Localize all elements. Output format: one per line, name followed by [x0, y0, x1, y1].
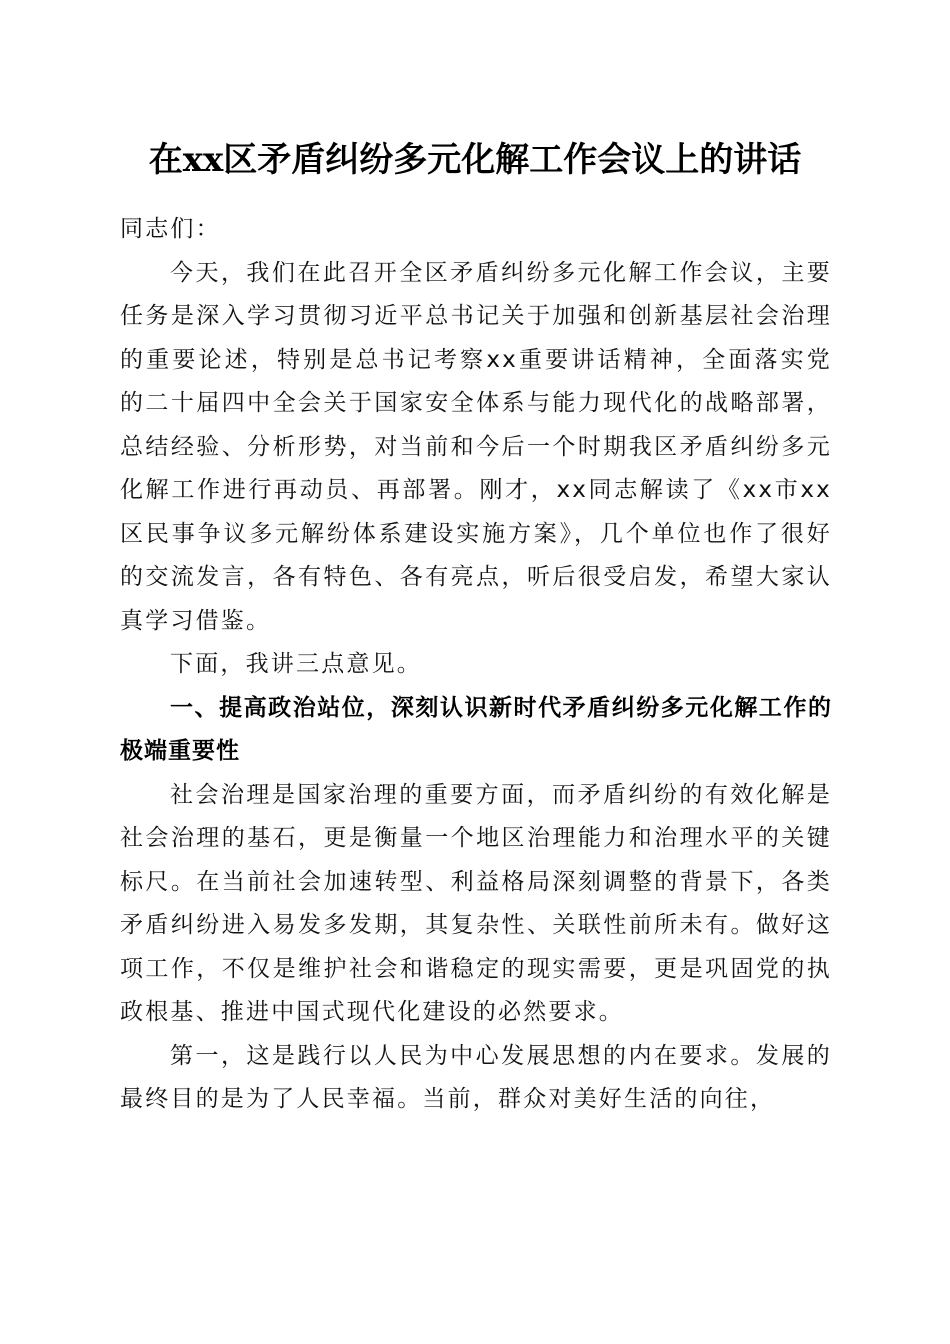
point-one-label: 第一，这是践行以人民为中心发展思想的内在要求。 [170, 1042, 756, 1069]
point-one-text: 发展的最终目的是为了人民幸福。当前，群众对美好生活的向往， [120, 1042, 832, 1112]
section-1-paragraph: 社会治理是国家治理的重要方面，而矛盾纠纷的有效化解是社会治理的基石，更是衡量一个地区治理能力和治理水平的关键标尺。在当前社会加速转型、利益格局深刻调整的背景下，各类矛盾纠纷进入易发多发期，其复杂性、关联性前所未有。做好这项工作，不仅是维护社会和谐稳定的现实需要，更是巩固党的执政根基、推进中国式现代化建设的必然要求。 [120, 781, 832, 1025]
paragraph-outline: 下面，我讲三点意见。 [170, 651, 422, 677]
point-one-paragraph [120, 1035, 832, 1122]
section-heading-1: 一、提高政治站位，深刻认识新时代矛盾纠纷多元化解工作的极端重要性 [120, 694, 832, 764]
document-body [120, 208, 832, 1122]
salutation: 同志们： [120, 216, 221, 242]
paragraph-intro: 今天，我们在此召开全区矛盾纠纷多元化解工作会议，主要任务是深入学习贯彻习近平总书记关于加强和创新基层社会治理的重要论述，特别是总书记考察xx重要讲话精神，全面落实党的二十届四中全会关于国家安全体系与能力现代化的战略部署，总结经验、分析形势，对当前和今后一个时期我区矛盾纠纷多元化解工作进行再动员、再部署。刚才，xx同志解读了《xx市xx区民事争议多元解纷体系建设实施方案》，几个单位也作了很好的交流发言，各有特色、各有亮点，听后很受启发，希望大家认真学习借鉴。 [120, 259, 832, 634]
document-title: 在xx区矛盾纠纷多元化解工作会议上的讲话 [148, 140, 802, 180]
